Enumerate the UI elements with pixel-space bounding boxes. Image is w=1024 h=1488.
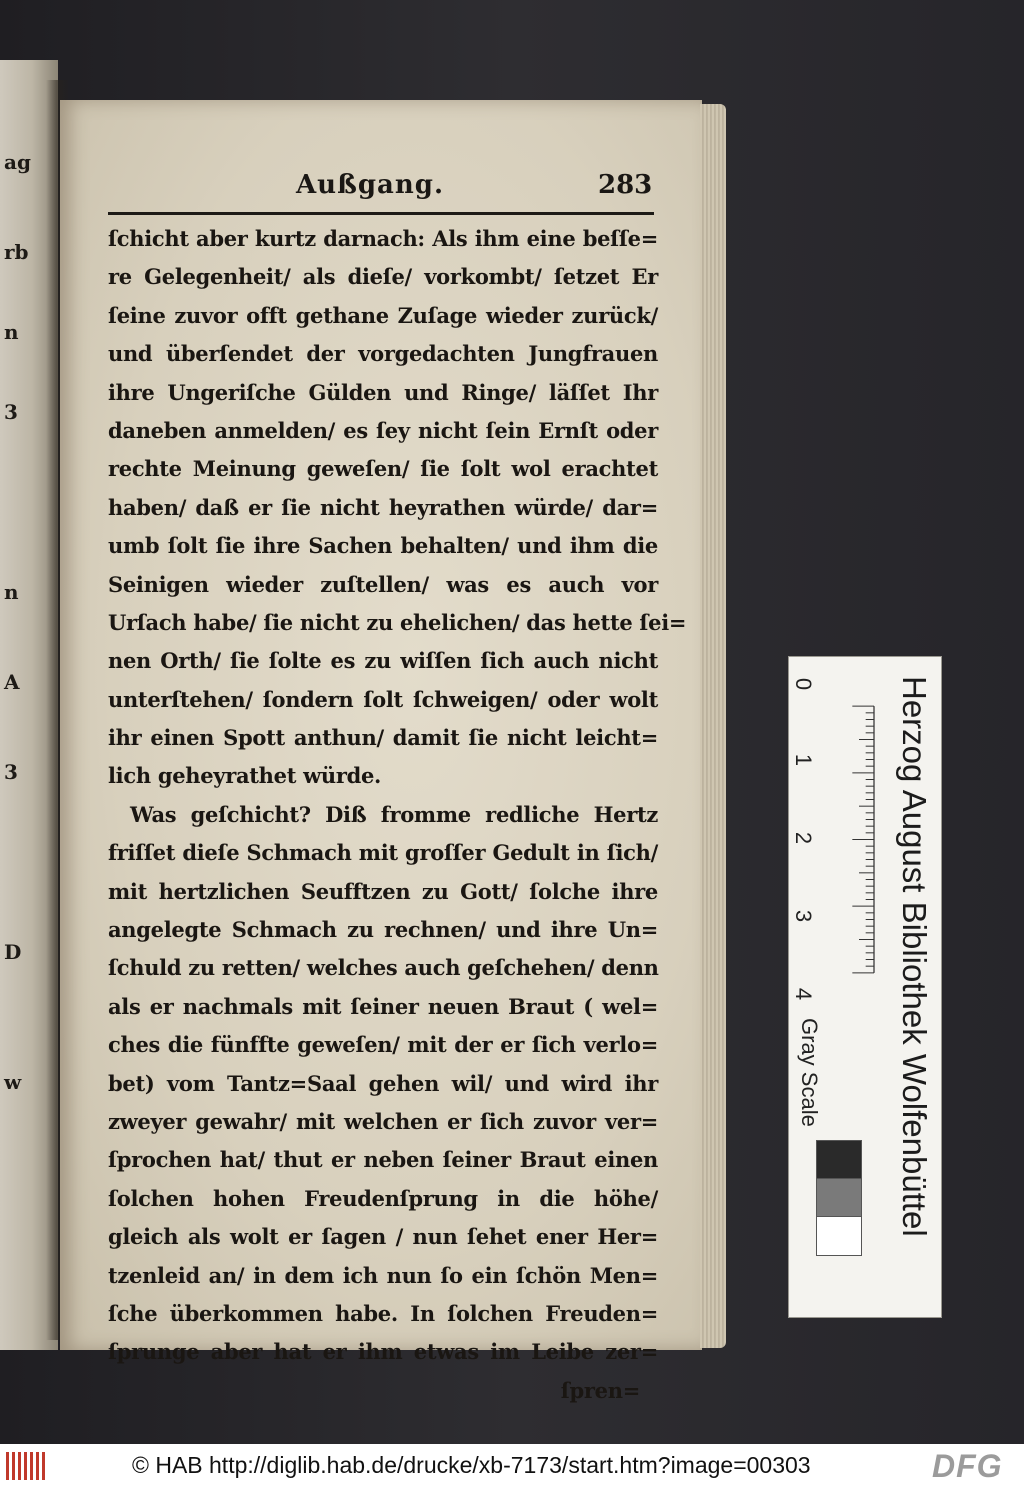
gray-scale-label: Gray Scale: [797, 1018, 822, 1127]
citation-link[interactable]: © HAB http://diglib.hab.de/drucke/xb-7173/start.htm?image=00303: [132, 1452, 811, 1478]
institution-label: Herzog August Bibliothek Wolfenbüttel: [896, 676, 933, 1237]
catchword: ſpren=: [560, 1377, 640, 1403]
text-line: rechte Meinung geweſen/ ſie ſolt wol erachtet: [108, 456, 658, 482]
text-line: ſolchen hohen Freudenſprung in die höhe/: [108, 1185, 658, 1211]
text-line: friſſet dieſe Schmach mit groſſer Gedult in ſich/: [108, 840, 658, 866]
page-number: 283: [598, 170, 653, 200]
text-line: als er nachmals mit ſeiner neuen Braut ( wel=: [108, 993, 658, 1019]
text-line: ches die fünffte geweſen/ mit der er ſich verlo=: [108, 1032, 658, 1058]
ruler: [829, 677, 879, 997]
text-line: bet) vom Tantz=Saal gehen wil/ und wird ihr: [108, 1070, 658, 1096]
text-line: unterſtehen/ ſondern ſolt ſchweigen/ oder wolt: [108, 686, 658, 712]
text-line: umb ſolt ſie ihre Sachen behalten/ und ihm die: [108, 533, 658, 559]
text-line: ſchuld zu retten/ welches auch geſchehen/ denn: [108, 955, 659, 981]
text-line: Urſach habe/ ſie nicht zu ehelichen/ das hette ſei=: [108, 609, 687, 635]
footer-bar: [0, 1444, 1024, 1488]
previous-page-edge: ag rb n 3 n A 3 D w: [0, 60, 58, 1350]
gray-swatch-mid: [816, 1178, 862, 1218]
running-title: Außgang.: [296, 170, 444, 200]
text-line: re Gelegenheit/ als dieſe/ vorkombt/ ſetzet Er: [108, 264, 658, 290]
text-line: mit hertzlichen Seufftzen zu Gott/ ſolche ihre: [108, 878, 658, 904]
ruler-mark: 0: [791, 677, 817, 691]
ruler-mark: 1: [791, 753, 817, 767]
text-line: ſprunge aber hat er ihm etwas im Leibe zer=: [108, 1339, 658, 1365]
text-line: ſche überkommen habe. In ſolchen Freuden=: [108, 1300, 658, 1326]
text-line: lich geheyrathet würde.: [108, 763, 382, 789]
text-block: [108, 220, 687, 1410]
text-line: und überſendet der vorgedachten Jungfrauen: [108, 341, 658, 367]
running-head: [60, 170, 660, 204]
gray-swatch-dark: [816, 1140, 862, 1180]
text-line: angelegte Schmach zu rechnen/ und ihre Un=: [108, 917, 658, 943]
text-line: gleich als wolt er ſagen / nun ſehet ener Her=: [108, 1224, 658, 1250]
text-line: ſeine zuvor offt gethane Zuſage wieder zurück/: [108, 302, 658, 328]
head-rule: [108, 212, 654, 215]
barcode-icon: [6, 1452, 48, 1480]
text-line: daneben anmelden/ es ſey nicht ſein Ernſt oder: [108, 417, 658, 443]
ruler-mark: 4: [791, 987, 817, 1001]
text-line: ſchicht aber kurtz darnach: Als ihm eine beſſe=: [108, 226, 658, 251]
page-edges: [700, 104, 726, 1348]
ruler-mark: 3: [791, 909, 817, 923]
text-line: ihr einen Spott anthun/ damit ſie nicht leicht=: [108, 725, 658, 751]
text-line: zweyer gewahr/ mit welchen er ſich zuvor ver=: [108, 1108, 658, 1134]
text-line: nen Orth/ ſie ſolte es zu wiſſen ſich auch nicht: [108, 648, 658, 674]
text-line: Was geſchicht? Diß fromme redliche Hertz: [130, 801, 658, 827]
text-line: Seinigen wieder zuſtellen/ was es auch vor: [108, 571, 658, 597]
text-line: ſprochen hat/ thut er neben ſeiner Braut einen: [108, 1147, 658, 1173]
text-line: ihre Ungeriſche Gülden und Ringe/ läſſet Ihr: [108, 379, 658, 405]
text-line: haben/ daß er ſie nicht heyrathen würde/ dar=: [108, 494, 658, 520]
gray-swatch-light: [816, 1216, 862, 1256]
ruler-mark: 2: [791, 831, 817, 845]
dfg-logo: DFG: [932, 1448, 1003, 1484]
text-line: tzenleid an/ in dem ich nun ſo ein ſchön Men=: [108, 1262, 658, 1288]
